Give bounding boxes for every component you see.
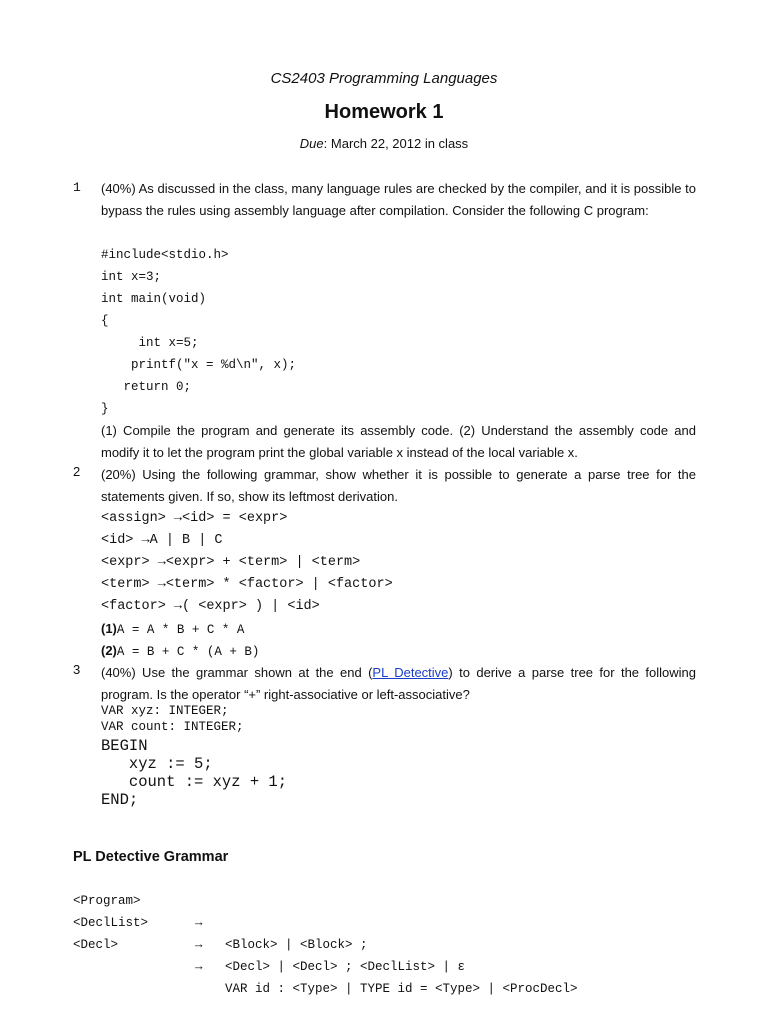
question-number: 1 (73, 180, 81, 195)
arrow-icon: → (195, 960, 203, 974)
rule-lhs: <id> (101, 533, 142, 548)
due-text: : March 22, 2012 in class (323, 136, 469, 151)
question-number: 3 (73, 662, 81, 677)
statement-label: (2) (101, 643, 117, 658)
arrow-icon: → (157, 577, 166, 592)
arrow-icon: → (173, 599, 183, 614)
grammar-rule (101, 508, 287, 530)
rule-lhs: <DeclList> (73, 916, 149, 930)
rule-rhs: <Decl> | <Decl> ; <DeclList> | ε (225, 960, 466, 974)
section-heading: PL Detective Grammar (73, 849, 229, 865)
question-1-task: (1) Compile the program and generate its assembly code. (2) Understand the assembly code and modify it to let the program print the global variable x instead of the local variable x. (101, 423, 696, 460)
question-3-intro (101, 662, 696, 706)
rule-lhs: <Program> (73, 894, 141, 908)
program-line: xyz := 5; (101, 755, 213, 773)
rule-rhs: <Block> | <Block> ; (225, 938, 368, 952)
statement-code: A = A * B + C * A (116, 623, 245, 637)
homework-title: Homework 1 (324, 101, 444, 123)
grammar-rule (101, 530, 223, 552)
due-label: Due (299, 136, 324, 151)
rule-lhs: <factor> (101, 599, 174, 614)
rule-rhs: <term> * <factor> | <factor> (165, 577, 393, 592)
code-line: printf("x = %d\n", x); (101, 358, 297, 372)
code-line: int main(void) (101, 292, 207, 306)
grammar-rule (101, 574, 393, 596)
grammar-rule (101, 552, 360, 574)
code-line: { (101, 314, 109, 328)
code-line: int x=5; (101, 336, 199, 350)
program-line: count := xyz + 1; (101, 773, 288, 791)
statement-code: A = B + C * (A + B) (116, 645, 260, 659)
rule-lhs: <assign> (101, 511, 174, 526)
arrow-icon: → (195, 938, 203, 952)
question-number: 2 (73, 464, 81, 479)
rule-rhs: <id> = <expr> (182, 511, 288, 526)
statement-label: (1) (101, 621, 117, 636)
question-1-intro: (40%) As discussed in the class, many language rules are checked by the compiler, and it is possible to bypass the rules using assembly language after compilation. Consider the following C program: (101, 181, 696, 218)
course-title: CS2403 Programming Languages (270, 70, 498, 87)
pl-detective-link[interactable]: PL Detective (372, 665, 449, 680)
code-line: int x=3; (101, 270, 162, 284)
rule-rhs: <expr> + <term> | <term> (165, 555, 361, 570)
statement (101, 640, 259, 662)
rule-lhs: <expr> (101, 555, 158, 570)
rule-rhs: A | B | C (149, 533, 223, 548)
rule-rhs: VAR id : <Type> | TYPE id = <Type> | <ProcDecl> (225, 982, 578, 996)
arrow-icon: → (195, 916, 203, 930)
code-line: return 0; (101, 380, 192, 394)
intro-pre: (40%) Use the grammar shown at the end ( (101, 665, 373, 680)
arrow-icon: → (141, 533, 150, 548)
program-line: VAR count: INTEGER; (101, 720, 244, 734)
intro-post: ) to derive a parse tree for the following program. Is the operator “+” right-associative or left-associative? (101, 665, 697, 702)
code-line: #include<stdio.h> (101, 248, 229, 262)
statement (101, 618, 244, 640)
due-line (0, 136, 768, 151)
arrow-icon: → (157, 555, 166, 570)
question-2-intro: (20%) Using the following grammar, show whether it is possible to generate a parse tree for the statements given. If so, show its leftmost derivation. (101, 467, 696, 504)
grammar-rule (101, 596, 320, 618)
code-line: } (101, 402, 109, 416)
arrow-icon: → (173, 511, 183, 526)
program-line: END; (101, 791, 139, 809)
rule-lhs: <Decl> (73, 938, 119, 952)
program-line: VAR xyz: INTEGER; (101, 704, 229, 718)
rule-lhs: <term> (101, 577, 158, 592)
program-line: BEGIN (101, 737, 148, 755)
rule-rhs: ( <expr> ) | <id> (182, 599, 320, 614)
